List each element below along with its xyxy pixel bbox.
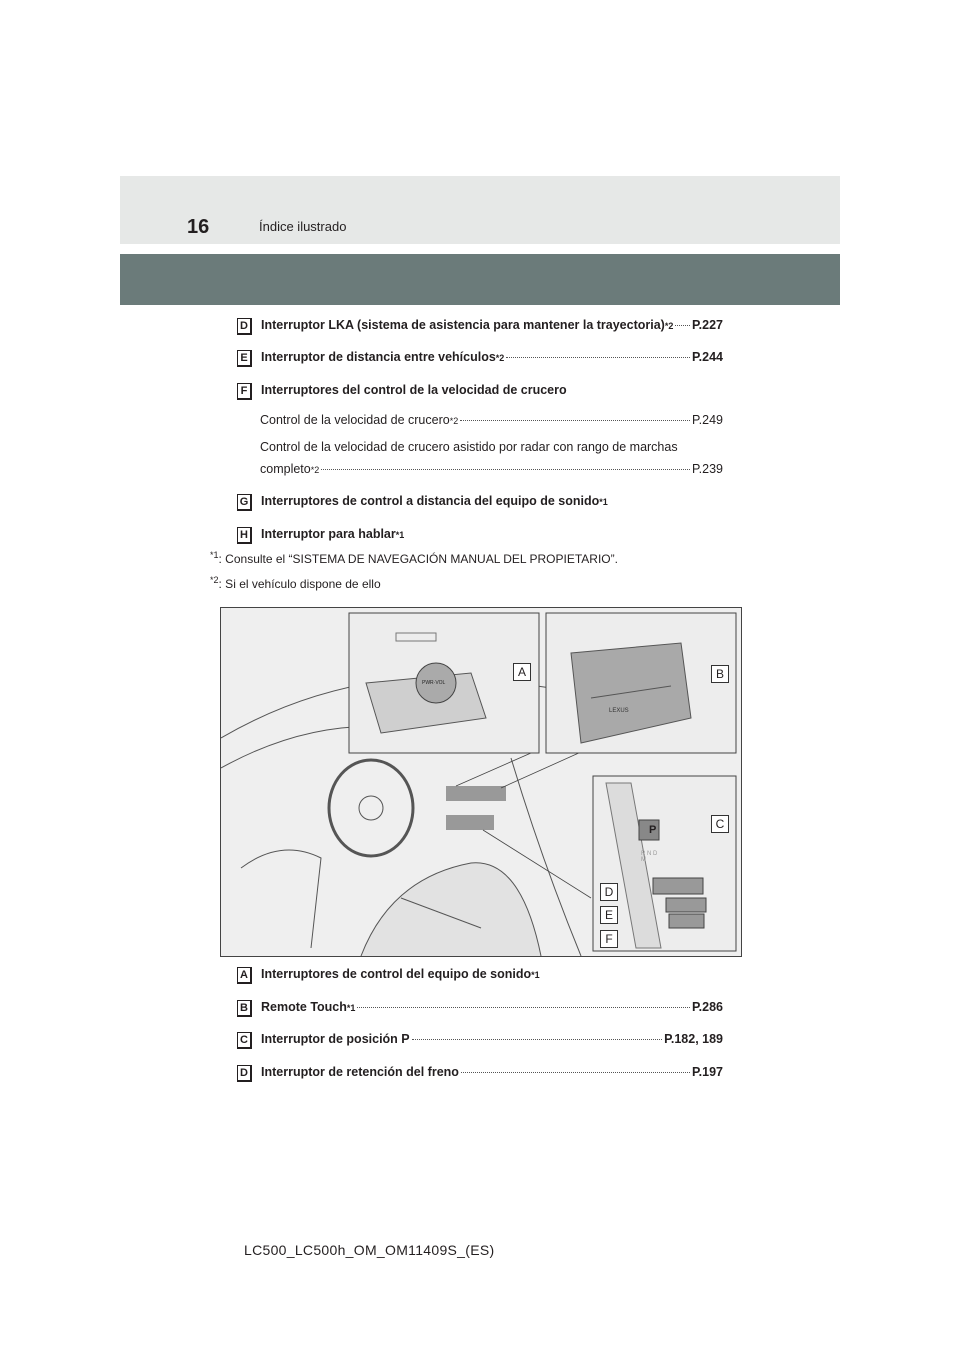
item-label: Interruptores del control de la velocidad de crucero (261, 383, 567, 397)
page-ref: P.244 (691, 350, 723, 364)
page-ref: P.286 (691, 1000, 723, 1014)
callout-b: B (711, 665, 729, 683)
callout-d: D (600, 883, 618, 901)
inset-remote-touch (546, 613, 736, 753)
page-ref: P.197 (691, 1065, 723, 1079)
cockpit-illustration (220, 607, 742, 957)
label-letter: D (237, 318, 252, 335)
item-label: Interruptor de posición P (261, 1032, 410, 1046)
shift-p-label: P (649, 824, 657, 836)
page-ref: P.182, 189 (664, 1032, 723, 1046)
footnote-ref: *1 (395, 530, 405, 540)
item-label: completo (260, 462, 311, 476)
page-number: 16 (187, 216, 210, 238)
item-b-remote-touch (237, 1000, 723, 1017)
footnote-ref: *2 (495, 353, 505, 363)
label-letter: B (237, 1000, 252, 1017)
item-a-audio (237, 967, 723, 984)
item-label: Interruptores de control a distancia del equipo de sonido (261, 494, 600, 508)
leader-dots (461, 1072, 690, 1073)
item-label: Remote Touch (261, 1000, 347, 1014)
header-dark-band (120, 254, 840, 305)
footnote-ref: *2 (310, 465, 320, 475)
page-ref: P.239 (691, 462, 723, 476)
label-letter: C (237, 1032, 252, 1049)
label-letter: D (237, 1065, 252, 1082)
footnote-2 (210, 575, 381, 591)
touchpad-logo: LEXUS (609, 708, 629, 714)
item-c-park (237, 1032, 723, 1049)
leader-dots (675, 325, 690, 326)
label-letter: F (237, 383, 252, 400)
subitem-radar-cruise-cont (260, 462, 723, 476)
item-e-distance (237, 350, 723, 367)
label-letter: G (237, 494, 252, 511)
footnote-mark: *1 (210, 550, 219, 560)
page-ref: P.227 (691, 318, 723, 332)
label-letter: H (237, 527, 252, 544)
footnote-ref: *1 (531, 970, 540, 980)
page-ref: P.249 (691, 413, 723, 427)
subitem-radar-cruise (260, 440, 723, 454)
label-letter: A (237, 967, 252, 984)
document-code: LC500_LC500h_OM_OM11409S_(ES) (244, 1242, 495, 1258)
item-label: Interruptor de distancia entre vehículos (261, 350, 496, 364)
footnote-ref: *1 (346, 1003, 356, 1013)
item-label: Interruptor de retención del freno (261, 1065, 459, 1079)
leader-dots (412, 1039, 663, 1040)
item-label: Control de la velocidad de crucero asistido por radar con rango de marchas (260, 440, 678, 454)
leader-dots (321, 469, 690, 470)
inset-shift-panel (593, 776, 736, 951)
callout-f: F (600, 930, 618, 948)
section-title: Índice ilustrado (259, 219, 347, 234)
leader-dots (460, 420, 690, 421)
footnote-ref: *2 (449, 416, 459, 426)
footnote-mark: *2 (210, 575, 219, 585)
leader-dots (357, 1007, 690, 1008)
footnote-ref: *2 (664, 321, 674, 331)
footnote-text: : Consulte el “SISTEMA DE NAVEGACIÓN MANUAL DEL PROPIETARIO”. (218, 552, 618, 566)
footnote-1 (210, 550, 618, 566)
footnote-ref: *1 (599, 497, 608, 507)
knob-label: PWR·VOL (422, 680, 446, 686)
header-band (120, 176, 840, 244)
item-label: Interruptor para hablar (261, 527, 396, 541)
subitem-cruise (260, 413, 723, 427)
callout-a: A (513, 663, 531, 681)
item-label: Interruptores de control del equipo de sonido (261, 967, 532, 981)
shift-letters: R N D M (641, 851, 658, 863)
footnote-text: : Si el vehículo dispone de ello (218, 577, 381, 591)
item-h-talk (237, 527, 723, 544)
callout-e: E (600, 906, 618, 924)
leader-dots (506, 357, 690, 358)
item-d-lka (237, 318, 723, 335)
item-d-brake-hold (237, 1065, 723, 1082)
item-g-audio-remote (237, 494, 723, 511)
item-label: Interruptor LKA (sistema de asistencia para mantener la trayectoria) (261, 318, 665, 332)
item-label: Control de la velocidad de crucero (260, 413, 450, 427)
item-f-cruise (237, 383, 723, 400)
callout-c: C (711, 815, 729, 833)
label-letter: E (237, 350, 252, 367)
